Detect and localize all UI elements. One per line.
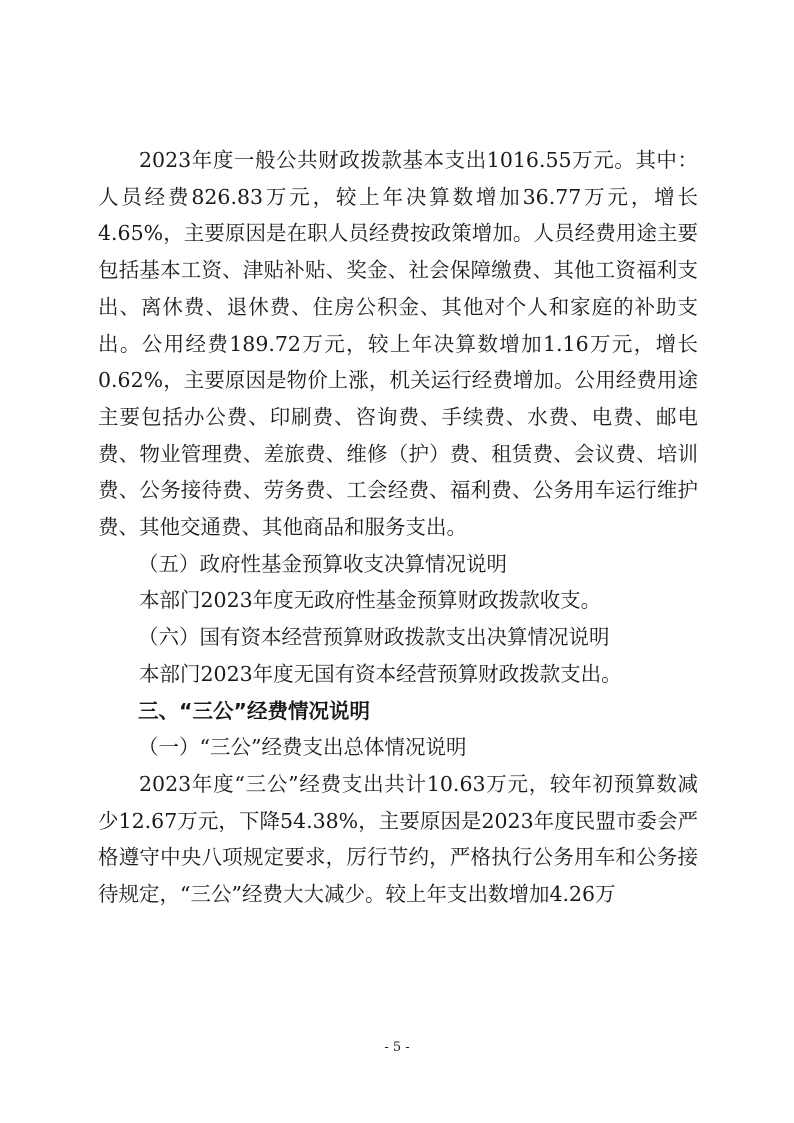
document-body bbox=[98, 142, 698, 913]
paragraph-state-capital: 本部门2023年度无国有资本经营预算财政拨款支出。 bbox=[139, 661, 622, 686]
paragraph-basic-expenditure: 2023年度一般公共财政拨款基本支出1016.55万元。其中：人员经费826.83万元，较上年决算数增加36.77万元，增长4.65%，主要原因是在职人员经费按政策增加。人员经费用途主要包括基本工资、津贴补贴、奖金、社会保障缴费、其他工资福利支出、离休费、退休费、住房公积金、其他对个人和家庭的补助支出。公用经费189.72万元，较上年决算数增加1.16万元，增长0.62%，主要原因是物价上涨，机关运行经费增加。公用经费用途主要包括办公费、印刷费、咨询费、手续费、水费、电费、邮电费、物业管理费、差旅费、维修（护）费、租赁费、会议费、培训费、公务接待费、劳务费、工会经费、福利费、公务用车运行维护费、其他交通费、其他商品和服务支出。 bbox=[98, 148, 698, 540]
subheading-three-public-overall: （一）“三公”经费支出总体情况说明 bbox=[138, 735, 467, 760]
subheading-state-capital: （六）国有资本经营预算财政拨款支出决算情况说明 bbox=[138, 625, 610, 650]
section-heading-three-public: 三、“三公”经费情况说明 bbox=[138, 698, 370, 723]
subheading-government-fund: （五）政府性基金预算收支决算情况说明 bbox=[138, 551, 507, 576]
paragraph-three-public-overall: 2023年度“三公”经费支出共计10.63万元，较年初预算数减少12.67万元，下降54.38%，主要原因是2023年度民盟市委会严格遵守中央八项规定要求，厉行节约，严格执行公务用车和公务接待规定，“三公”经费大大减少。较上年支出数增加4.26万 bbox=[98, 771, 698, 907]
page-number: - 5 - bbox=[384, 1040, 410, 1055]
paragraph-government-fund: 本部门2023年度无政府性基金预算财政拨款收支。 bbox=[139, 588, 602, 613]
